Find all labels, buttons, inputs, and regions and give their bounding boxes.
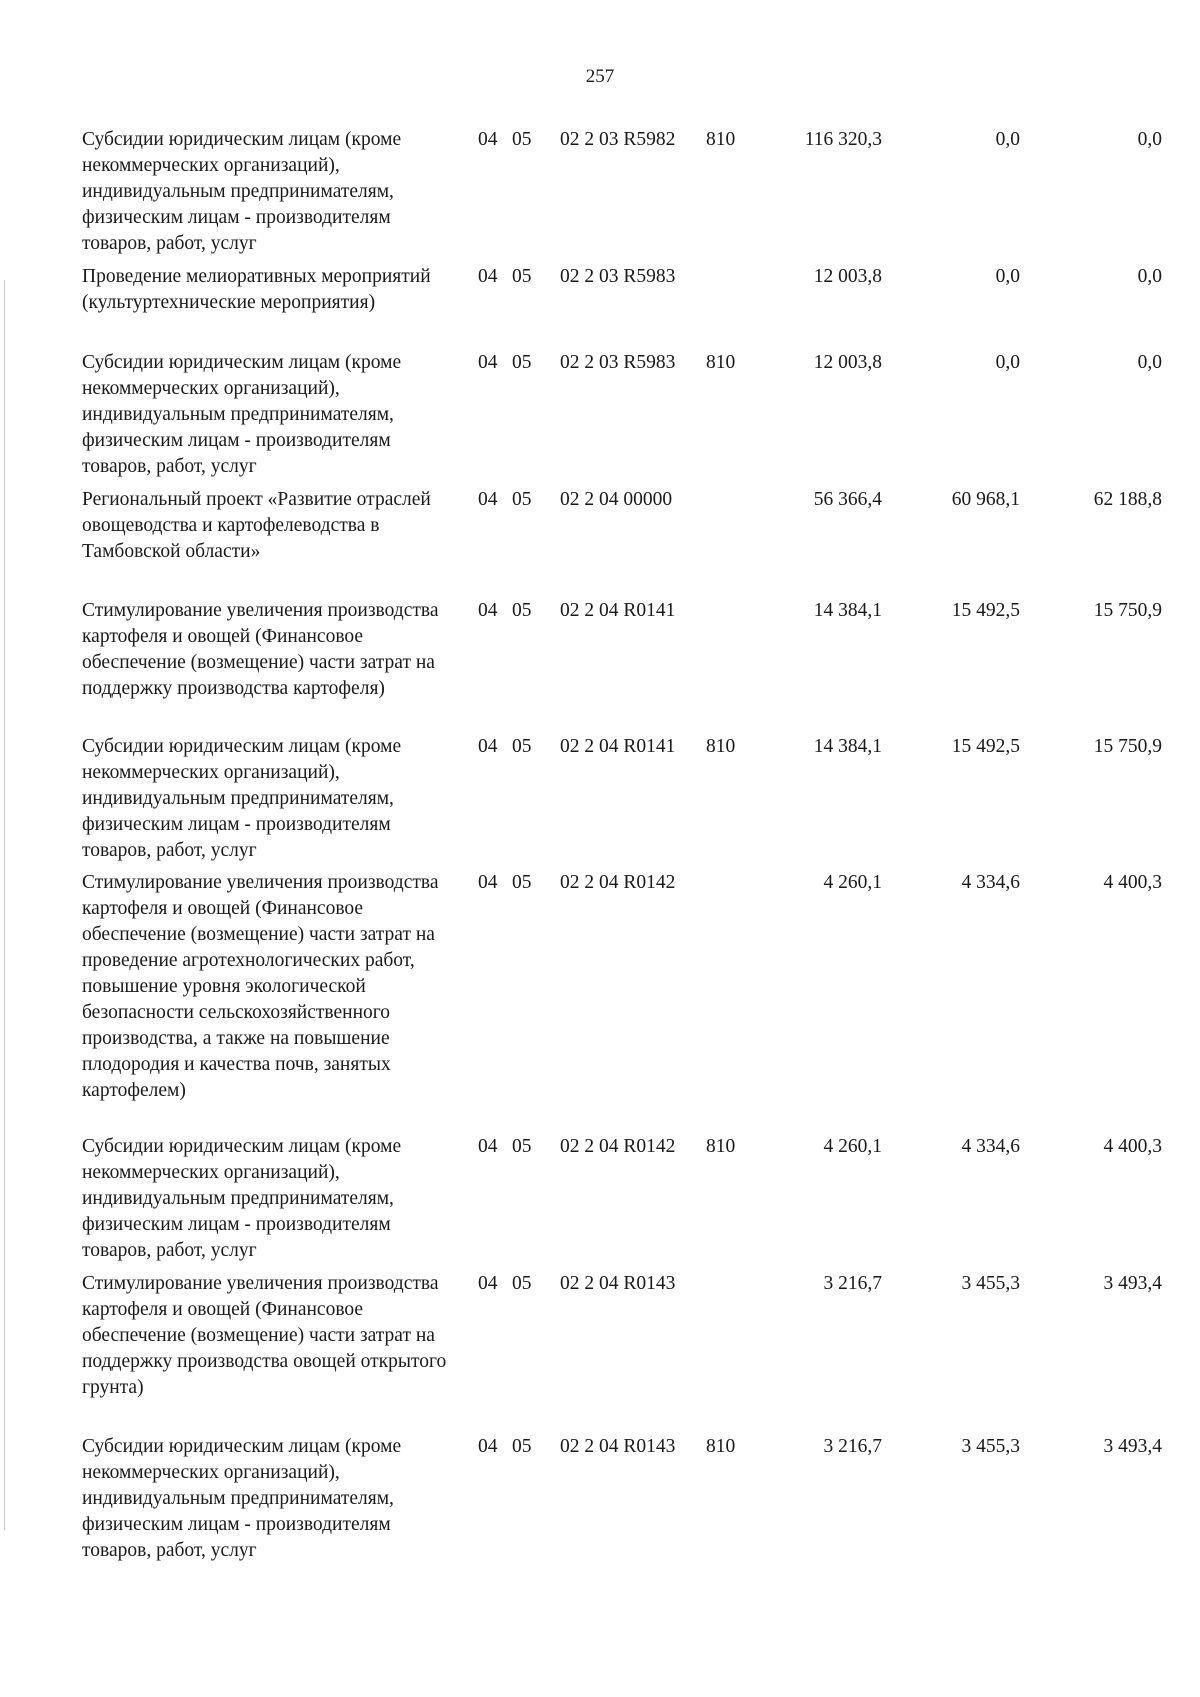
row-section: 04 <box>478 1273 498 1294</box>
row-amount-year1: 12 003,8 <box>813 266 882 287</box>
row-amount-year2: 3 455,3 <box>961 1436 1020 1457</box>
row-target-article: 02 2 04 00000 <box>560 489 673 510</box>
row-target-article: 02 2 04 R0142 <box>560 872 676 893</box>
row-amount-year2: 4 334,6 <box>961 872 1020 893</box>
page-number: 257 <box>585 66 615 87</box>
row-section: 04 <box>478 1136 498 1157</box>
row-name: Субсидии юридическим лицам (кроме некоммерческих организаций), индивидуальным предпринимателям, физическим лицам - производителям товаров, работ, услуг <box>82 129 402 254</box>
row-amount-year1: 116 320,3 <box>804 129 882 150</box>
row-amount-year1: 14 384,1 <box>813 736 882 757</box>
row-amount-year2: 4 334,6 <box>961 1136 1020 1157</box>
row-amount-year2: 60 968,1 <box>951 489 1020 510</box>
row-amount-year2: 3 455,3 <box>961 1273 1020 1294</box>
row-amount-year2: 15 492,5 <box>951 736 1020 757</box>
row-subsection: 05 <box>512 489 532 510</box>
row-amount-year2: 15 492,5 <box>951 600 1020 621</box>
row-section: 04 <box>478 489 498 510</box>
row-amount-year3: 4 400,3 <box>1103 1136 1162 1157</box>
row-amount-year3: 15 750,9 <box>1093 736 1162 757</box>
row-section: 04 <box>478 1436 498 1457</box>
row-name: Субсидии юридическим лицам (кроме некоммерческих организаций), индивидуальным предпринимателям, физическим лицам - производителям товаров, работ, услуг <box>82 736 402 861</box>
row-section: 04 <box>478 736 498 757</box>
row-subsection: 05 <box>512 736 532 757</box>
row-name: Субсидии юридическим лицам (кроме некоммерческих организаций), индивидуальным предпринимателям, физическим лицам - производителям товаров, работ, услуг <box>82 1136 402 1261</box>
row-amount-year3: 4 400,3 <box>1103 872 1162 893</box>
row-subsection: 05 <box>512 352 532 373</box>
row-amount-year3: 0,0 <box>1137 352 1162 373</box>
row-subsection: 05 <box>512 600 532 621</box>
row-name: Стимулирование увеличения производства картофеля и овощей (Финансовое обеспечение (возмещение) части затрат на проведение агротехнологических работ, повышение уровня экологической безопасности сельскохозяйственного производства, а также на повышение плодородия и качества почв, занятых картофелем) <box>82 872 439 1101</box>
row-target-article: 02 2 04 R0142 <box>560 1136 676 1157</box>
row-section: 04 <box>478 872 498 893</box>
row-subsection: 05 <box>512 1273 532 1294</box>
row-target-article: 02 2 03 R5983 <box>560 352 676 373</box>
row-name: Субсидии юридическим лицам (кроме некоммерческих организаций), индивидуальным предпринимателям, физическим лицам - производителям товаров, работ, услуг <box>82 352 402 477</box>
row-name: Проведение мелиоративных мероприятий (культуртехнические мероприятия) <box>82 266 431 313</box>
row-target-article: 02 2 03 R5982 <box>560 129 676 150</box>
row-amount-year1: 3 216,7 <box>823 1436 882 1457</box>
row-amount-year3: 0,0 <box>1137 266 1162 287</box>
row-subsection: 05 <box>512 266 532 287</box>
row-amount-year1: 3 216,7 <box>823 1273 882 1294</box>
row-subsection: 05 <box>512 872 532 893</box>
row-subsection: 05 <box>512 129 532 150</box>
row-amount-year3: 0,0 <box>1137 129 1162 150</box>
row-subsection: 05 <box>512 1436 532 1457</box>
row-expense-type: 810 <box>706 352 736 373</box>
row-target-article: 02 2 04 R0141 <box>560 736 676 757</box>
row-target-article: 02 2 03 R5983 <box>560 266 676 287</box>
row-section: 04 <box>478 600 498 621</box>
row-amount-year1: 14 384,1 <box>813 600 882 621</box>
row-target-article: 02 2 04 R0143 <box>560 1273 676 1294</box>
row-amount-year3: 15 750,9 <box>1093 600 1162 621</box>
row-amount-year2: 0,0 <box>995 129 1020 150</box>
row-name: Региональный проект «Развитие отраслей овощеводства и картофелеводства в Тамбовской области» <box>82 489 431 562</box>
row-target-article: 02 2 04 R0141 <box>560 600 676 621</box>
row-amount-year2: 0,0 <box>995 266 1020 287</box>
row-section: 04 <box>478 352 498 373</box>
scan-edge-mark <box>4 280 5 1530</box>
row-subsection: 05 <box>512 1136 532 1157</box>
row-expense-type: 810 <box>706 129 736 150</box>
row-name: Стимулирование увеличения производства картофеля и овощей (Финансовое обеспечение (возмещение) части затрат на поддержку производства овощей открытого грунта) <box>82 1273 447 1398</box>
row-expense-type: 810 <box>706 1436 736 1457</box>
row-name: Стимулирование увеличения производства картофеля и овощей (Финансовое обеспечение (возмещение) части затрат на поддержку производства картофеля) <box>82 600 439 699</box>
row-section: 04 <box>478 129 498 150</box>
row-amount-year3: 62 188,8 <box>1093 489 1162 510</box>
row-target-article: 02 2 04 R0143 <box>560 1436 676 1457</box>
row-amount-year1: 4 260,1 <box>823 872 882 893</box>
row-amount-year3: 3 493,4 <box>1103 1436 1162 1457</box>
row-amount-year3: 3 493,4 <box>1103 1273 1162 1294</box>
row-expense-type: 810 <box>706 736 736 757</box>
row-name: Субсидии юридическим лицам (кроме некоммерческих организаций), индивидуальным предпринимателям, физическим лицам - производителям товаров, работ, услуг <box>82 1436 402 1561</box>
row-amount-year1: 4 260,1 <box>823 1136 882 1157</box>
row-amount-year1: 12 003,8 <box>813 352 882 373</box>
row-amount-year2: 0,0 <box>995 352 1020 373</box>
row-expense-type: 810 <box>706 1136 736 1157</box>
row-amount-year1: 56 366,4 <box>813 489 882 510</box>
row-section: 04 <box>478 266 498 287</box>
